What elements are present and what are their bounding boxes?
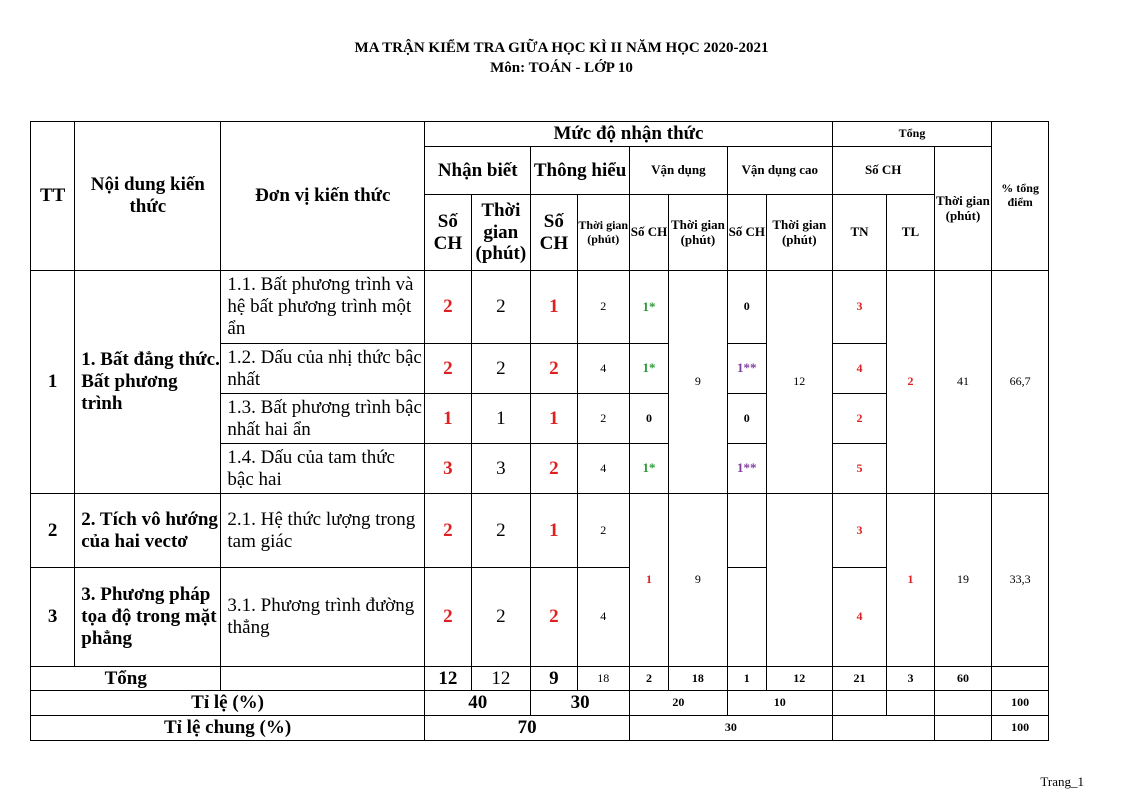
nb-time-cell: 3: [471, 444, 531, 494]
tl-cell: 2: [887, 271, 934, 494]
nb-ch-cell: 2: [425, 271, 471, 344]
vd-thoi-gian: Thời gian (phút): [669, 195, 728, 271]
total-th-time: 18: [577, 667, 629, 691]
th-time-cell: 2: [577, 394, 629, 444]
col-so-ch-group: Số CH: [832, 147, 934, 195]
nb-time-cell: 2: [471, 344, 531, 394]
nb-thoi-gian: Thời gian (phút): [471, 195, 531, 271]
matrix-table: [30, 121, 1049, 741]
th-ch-cell: 2: [531, 344, 577, 394]
total-vdc-time: 12: [766, 667, 832, 691]
total-time: 60: [934, 667, 992, 691]
tn-cell: 4: [832, 344, 887, 394]
vdc-ch-cell: 1**: [727, 344, 766, 394]
col-van-dung: Vận dụng: [629, 147, 727, 195]
page-number: Trang_1: [1040, 774, 1084, 789]
vdc-ch-cell: 0: [727, 394, 766, 444]
common-label: Tỉ lệ chung (%): [31, 716, 425, 741]
th-ch-cell: 2: [531, 568, 577, 667]
ratio-row: [31, 691, 1049, 716]
col-thong-hieu: Thông hiểu: [531, 147, 630, 195]
col-tt: TT: [31, 122, 75, 271]
col-noi-dung: Nội dung kiến thức: [75, 122, 221, 271]
col-tl: TL: [887, 195, 934, 271]
empty-cell: [887, 691, 934, 716]
ratio-percent: 100: [992, 691, 1049, 716]
col-percent: % tổng điểm: [992, 122, 1049, 271]
vd-ch-cell: 0: [629, 394, 668, 444]
ratio-nb: 40: [425, 691, 531, 716]
row-topic: 2. Tích vô hướng của hai vectơ: [75, 494, 221, 568]
total-nb-ch: 12: [425, 667, 471, 691]
th-time-cell: 2: [577, 494, 629, 568]
vdc-time-cell: [766, 494, 832, 667]
tn-cell: 2: [832, 394, 887, 444]
total-tn: 21: [832, 667, 887, 691]
tn-cell: 5: [832, 444, 887, 494]
empty-cell: [934, 716, 992, 741]
table-row: [31, 271, 1049, 344]
col-tn: TN: [832, 195, 887, 271]
row-tt: 3: [31, 568, 75, 667]
vd-ch-cell: 1: [629, 494, 668, 667]
vd-time-cell: 9: [669, 271, 728, 494]
col-don-vi: Đơn vị kiến thức: [221, 122, 425, 271]
row-unit: 1.1. Bất phương trình và hệ bất phương trình một ẩn: [221, 271, 425, 344]
row-topic: 1. Bất đẳng thức. Bất phương trình: [75, 271, 221, 494]
vd-time-cell: 9: [669, 494, 728, 667]
tn-cell: 4: [832, 568, 887, 667]
total-time-cell: 19: [934, 494, 992, 667]
th-time-cell: 4: [577, 568, 629, 667]
vd-ch-cell: 1*: [629, 344, 668, 394]
col-muc-do: Mức độ nhận thức: [425, 122, 833, 147]
percent-cell: 33,3: [992, 494, 1049, 667]
col-thoi-gian-total: Thời gian (phút): [934, 147, 992, 271]
total-nb-time: 12: [471, 667, 531, 691]
row-unit: 3.1. Phương trình đường thẳng: [221, 568, 425, 667]
vdc-so-ch: Số CH: [727, 195, 766, 271]
row-unit: 1.2. Dấu của nhị thức bậc nhất: [221, 344, 425, 394]
th-time-cell: 2: [577, 271, 629, 344]
col-nhan-biet: Nhận biết: [425, 147, 531, 195]
nb-ch-cell: 1: [425, 394, 471, 444]
tl-cell: 1: [887, 494, 934, 667]
page-title: MA TRẬN KIỂM TRA GIỮA HỌC KÌ II NĂM HỌC 2020-2021: [354, 40, 769, 56]
common-ratio-row: [31, 716, 1049, 741]
th-ch-cell: 1: [531, 494, 577, 568]
total-time-cell: 41: [934, 271, 992, 494]
total-row: [31, 667, 1049, 691]
row-tt: 2: [31, 494, 75, 568]
empty-cell: [832, 716, 934, 741]
vd-so-ch: Số CH: [629, 195, 668, 271]
total-th-ch: 9: [531, 667, 577, 691]
ratio-th: 30: [531, 691, 630, 716]
col-van-dung-cao: Vận dụng cao: [727, 147, 832, 195]
nb-so-ch: Số CH: [425, 195, 471, 271]
nb-time-cell: 2: [471, 494, 531, 568]
vdc-ch-cell: 1**: [727, 444, 766, 494]
vd-ch-cell: 1*: [629, 444, 668, 494]
nb-ch-cell: 3: [425, 444, 471, 494]
empty-cell: [992, 667, 1049, 691]
tn-cell: 3: [832, 271, 887, 344]
col-tong: Tổng: [832, 122, 992, 147]
row-topic: 3. Phương pháp tọa độ trong mặt phẳng: [75, 568, 221, 667]
vdc-thoi-gian: Thời gian (phút): [766, 195, 832, 271]
ratio-vd: 20: [629, 691, 727, 716]
th-time-cell: 4: [577, 444, 629, 494]
ratio-vdc: 10: [727, 691, 832, 716]
row-unit: 1.4. Dấu của tam thức bậc hai: [221, 444, 425, 494]
common-percent: 100: [992, 716, 1049, 741]
row-unit: 1.3. Bất phương trình bậc nhất hai ẩn: [221, 394, 425, 444]
total-label: Tổng: [31, 667, 221, 691]
total-vd-time: 18: [669, 667, 728, 691]
th-ch-cell: 2: [531, 444, 577, 494]
nb-time-cell: 2: [471, 568, 531, 667]
ratio-label: Tỉ lệ (%): [31, 691, 425, 716]
common-high: 30: [629, 716, 832, 741]
nb-ch-cell: 2: [425, 568, 471, 667]
total-tl: 3: [887, 667, 934, 691]
total-vdc-ch: 1: [727, 667, 766, 691]
tn-cell: 3: [832, 494, 887, 568]
percent-cell: 66,7: [992, 271, 1049, 494]
empty-cell: [934, 691, 992, 716]
vdc-ch-cell: [727, 494, 766, 568]
common-low: 70: [425, 716, 630, 741]
th-ch-cell: 1: [531, 394, 577, 444]
th-time-cell: 4: [577, 344, 629, 394]
page-subtitle: Môn: TOÁN - LỚP 10: [490, 60, 633, 76]
nb-ch-cell: 2: [425, 344, 471, 394]
nb-ch-cell: 2: [425, 494, 471, 568]
vdc-ch-cell: [727, 568, 766, 667]
empty-cell: [832, 691, 887, 716]
row-tt: 1: [31, 271, 75, 494]
total-vd-ch: 2: [629, 667, 668, 691]
nb-time-cell: 1: [471, 394, 531, 444]
table-row: [31, 494, 1049, 568]
th-ch-cell: 1: [531, 271, 577, 344]
vd-ch-cell: 1*: [629, 271, 668, 344]
row-unit: 2.1. Hệ thức lượng trong tam giác: [221, 494, 425, 568]
vdc-ch-cell: 0: [727, 271, 766, 344]
th-thoi-gian: Thời gian (phút): [577, 195, 629, 271]
empty-cell: [221, 667, 425, 691]
header-row-1: [31, 122, 1049, 147]
th-so-ch: Số CH: [531, 195, 577, 271]
vdc-time-cell: 12: [766, 271, 832, 494]
nb-time-cell: 2: [471, 271, 531, 344]
